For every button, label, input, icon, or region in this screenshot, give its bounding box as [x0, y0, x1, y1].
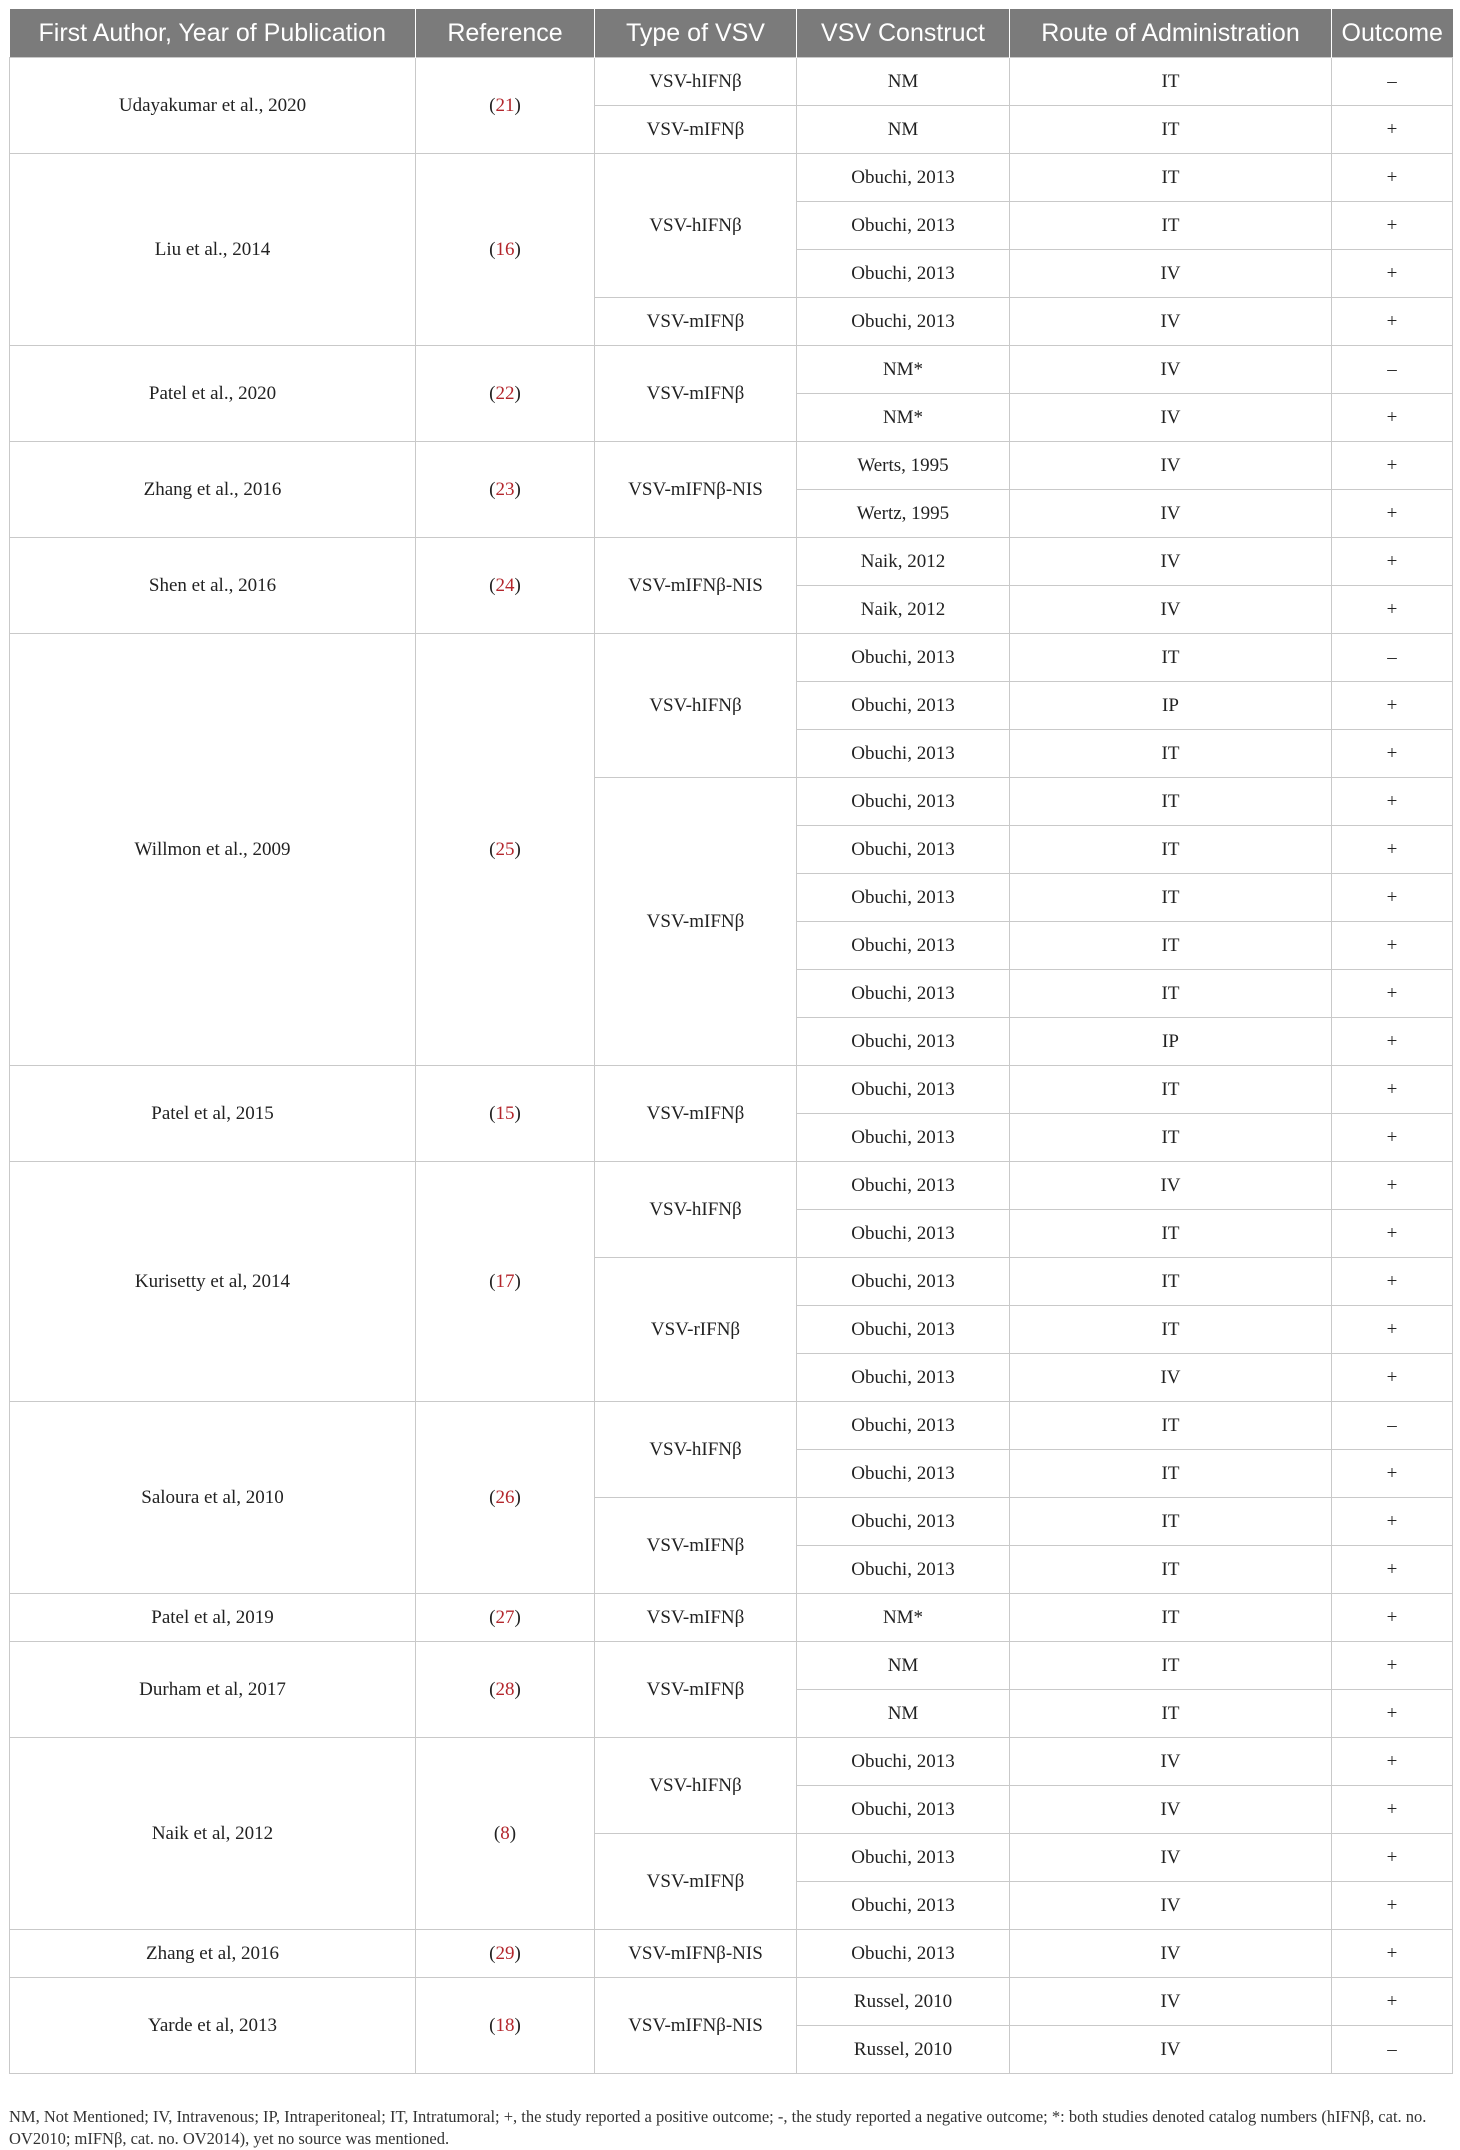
vsv-type-cell: VSV-hIFNβ: [595, 58, 797, 106]
reference-close-paren: ): [514, 1270, 521, 1292]
reference-cell: [416, 1162, 595, 1402]
author-cell: Liu et al., 2014: [10, 154, 416, 346]
reference-link[interactable]: 25: [495, 838, 515, 860]
vsv-type-cell: VSV-hIFNβ: [595, 1738, 797, 1834]
outcome-cell: +: [1332, 1834, 1453, 1882]
outcome-cell: +: [1332, 1162, 1453, 1210]
reference-cell: [416, 1978, 595, 2074]
vsv-construct-cell: Obuchi, 2013: [797, 1402, 1010, 1450]
studies-table-container: [9, 9, 1452, 2074]
outcome-cell: +: [1332, 250, 1453, 298]
outcome-cell: +: [1332, 154, 1453, 202]
reference-close-paren: ): [514, 1606, 521, 1628]
table-row: [10, 58, 1453, 106]
route-cell: IT: [1010, 778, 1332, 826]
vsv-construct-cell: Obuchi, 2013: [797, 874, 1010, 922]
reference-link[interactable]: 18: [495, 2014, 515, 2036]
reference-link[interactable]: 22: [495, 382, 515, 404]
reference-open-paren: (: [489, 94, 496, 116]
route-cell: IT: [1010, 1594, 1332, 1642]
route-cell: IT: [1010, 106, 1332, 154]
outcome-cell: +: [1332, 202, 1453, 250]
reference-link[interactable]: 21: [495, 94, 515, 116]
reference-close-paren: ): [514, 382, 521, 404]
vsv-type-cell: VSV-mIFNβ: [595, 1498, 797, 1594]
route-cell: IV: [1010, 250, 1332, 298]
vsv-type-cell: VSV-mIFNβ-NIS: [595, 1978, 797, 2074]
vsv-construct-cell: NM: [797, 1642, 1010, 1690]
route-cell: IV: [1010, 1978, 1332, 2026]
route-cell: IT: [1010, 970, 1332, 1018]
outcome-cell: +: [1332, 1546, 1453, 1594]
vsv-construct-cell: Obuchi, 2013: [797, 1834, 1010, 1882]
vsv-type-cell: VSV-mIFNβ: [595, 1066, 797, 1162]
route-cell: IV: [1010, 2026, 1332, 2074]
route-cell: IT: [1010, 922, 1332, 970]
route-cell: IT: [1010, 1210, 1332, 1258]
outcome-cell: +: [1332, 1882, 1453, 1930]
outcome-cell: +: [1332, 682, 1453, 730]
outcome-cell: +: [1332, 490, 1453, 538]
reference-close-paren: ): [514, 1486, 521, 1508]
vsv-construct-cell: Obuchi, 2013: [797, 202, 1010, 250]
route-cell: IT: [1010, 202, 1332, 250]
outcome-cell: +: [1332, 1978, 1453, 2026]
reference-link[interactable]: 16: [495, 238, 515, 260]
reference-cell: [416, 634, 595, 1066]
vsv-construct-cell: Obuchi, 2013: [797, 1450, 1010, 1498]
route-cell: IV: [1010, 298, 1332, 346]
reference-link[interactable]: 28: [495, 1678, 515, 1700]
route-cell: IV: [1010, 1162, 1332, 1210]
vsv-construct-cell: Russel, 2010: [797, 2026, 1010, 2074]
vsv-construct-cell: Obuchi, 2013: [797, 1354, 1010, 1402]
route-cell: IV: [1010, 586, 1332, 634]
reference-open-paren: (: [489, 1942, 496, 1964]
reference-cell: [416, 154, 595, 346]
outcome-cell: +: [1332, 1786, 1453, 1834]
vsv-construct-cell: NM*: [797, 346, 1010, 394]
reference-open-paren: (: [489, 238, 496, 260]
reference-cell: [416, 538, 595, 634]
outcome-cell: +: [1332, 874, 1453, 922]
vsv-type-cell: VSV-hIFNβ: [595, 1402, 797, 1498]
table-body: [10, 58, 1453, 2074]
route-cell: IT: [1010, 1498, 1332, 1546]
vsv-type-cell: VSV-hIFNβ: [595, 154, 797, 298]
reference-link[interactable]: 29: [495, 1942, 515, 1964]
studies-table: [9, 9, 1453, 2074]
vsv-type-cell: VSV-rIFNβ: [595, 1258, 797, 1402]
outcome-cell: +: [1332, 730, 1453, 778]
outcome-cell: –: [1332, 2026, 1453, 2074]
route-cell: IT: [1010, 1642, 1332, 1690]
vsv-construct-cell: Obuchi, 2013: [797, 154, 1010, 202]
table-row: [10, 346, 1453, 394]
route-cell: IT: [1010, 154, 1332, 202]
outcome-cell: +: [1332, 826, 1453, 874]
reference-open-paren: (: [489, 1486, 496, 1508]
route-cell: IT: [1010, 1402, 1332, 1450]
route-cell: IT: [1010, 1546, 1332, 1594]
route-cell: IT: [1010, 826, 1332, 874]
route-cell: IV: [1010, 1834, 1332, 1882]
route-cell: IT: [1010, 1306, 1332, 1354]
table-row: [10, 154, 1453, 202]
outcome-cell: +: [1332, 1642, 1453, 1690]
reference-close-paren: ): [514, 238, 521, 260]
reference-close-paren: ): [514, 1678, 521, 1700]
table-row: [10, 1594, 1453, 1642]
header-type-of-vsv: Type of VSV: [595, 9, 797, 58]
reference-cell: [416, 346, 595, 442]
outcome-cell: +: [1332, 1210, 1453, 1258]
vsv-construct-cell: Obuchi, 2013: [797, 1162, 1010, 1210]
vsv-construct-cell: Obuchi, 2013: [797, 922, 1010, 970]
vsv-type-cell: VSV-mIFNβ: [595, 106, 797, 154]
reference-open-paren: (: [489, 2014, 496, 2036]
route-cell: IT: [1010, 634, 1332, 682]
vsv-construct-cell: NM: [797, 58, 1010, 106]
outcome-cell: +: [1332, 970, 1453, 1018]
vsv-construct-cell: Russel, 2010: [797, 1978, 1010, 2026]
reference-open-paren: (: [489, 478, 496, 500]
vsv-construct-cell: Obuchi, 2013: [797, 826, 1010, 874]
vsv-construct-cell: Wertz, 1995: [797, 490, 1010, 538]
outcome-cell: +: [1332, 1018, 1453, 1066]
vsv-construct-cell: Obuchi, 2013: [797, 250, 1010, 298]
header-vsv-construct: VSV Construct: [797, 9, 1010, 58]
author-cell: Patel et al, 2015: [10, 1066, 416, 1162]
author-cell: Udayakumar et al., 2020: [10, 58, 416, 154]
header-outcome: Outcome: [1332, 9, 1453, 58]
route-cell: IP: [1010, 682, 1332, 730]
vsv-construct-cell: Obuchi, 2013: [797, 298, 1010, 346]
outcome-cell: +: [1332, 922, 1453, 970]
reference-open-paren: (: [489, 838, 496, 860]
table-row: [10, 538, 1453, 586]
route-cell: IT: [1010, 874, 1332, 922]
reference-close-paren: ): [514, 478, 521, 500]
outcome-cell: +: [1332, 1258, 1453, 1306]
vsv-construct-cell: Obuchi, 2013: [797, 1930, 1010, 1978]
vsv-construct-cell: Obuchi, 2013: [797, 1738, 1010, 1786]
table-row: [10, 1066, 1453, 1114]
vsv-construct-cell: Obuchi, 2013: [797, 1882, 1010, 1930]
vsv-construct-cell: Obuchi, 2013: [797, 1258, 1010, 1306]
vsv-construct-cell: Werts, 1995: [797, 442, 1010, 490]
reference-close-paren: ): [514, 2014, 521, 2036]
route-cell: IT: [1010, 1114, 1332, 1162]
outcome-cell: –: [1332, 346, 1453, 394]
reference-close-paren: ): [514, 94, 521, 116]
vsv-type-cell: VSV-hIFNβ: [595, 634, 797, 778]
route-cell: IV: [1010, 1354, 1332, 1402]
outcome-cell: +: [1332, 538, 1453, 586]
reference-cell: [416, 1930, 595, 1978]
vsv-type-cell: VSV-mIFNβ: [595, 1834, 797, 1930]
outcome-cell: +: [1332, 1354, 1453, 1402]
reference-link[interactable]: 17: [495, 1270, 515, 1292]
route-cell: IV: [1010, 442, 1332, 490]
reference-link[interactable]: 24: [495, 574, 515, 596]
reference-cell: [416, 442, 595, 538]
table-header: [10, 9, 1453, 58]
table-row: [10, 1978, 1453, 2026]
outcome-cell: +: [1332, 1114, 1453, 1162]
vsv-construct-cell: NM*: [797, 1594, 1010, 1642]
author-cell: Durham et al, 2017: [10, 1642, 416, 1738]
vsv-construct-cell: Obuchi, 2013: [797, 1786, 1010, 1834]
author-cell: Saloura et al, 2010: [10, 1402, 416, 1594]
route-cell: IT: [1010, 1066, 1332, 1114]
outcome-cell: +: [1332, 1066, 1453, 1114]
author-cell: Kurisetty et al, 2014: [10, 1162, 416, 1402]
vsv-construct-cell: Obuchi, 2013: [797, 1114, 1010, 1162]
vsv-construct-cell: Naik, 2012: [797, 538, 1010, 586]
vsv-construct-cell: NM: [797, 1690, 1010, 1738]
outcome-cell: +: [1332, 106, 1453, 154]
reference-open-paren: (: [489, 1678, 496, 1700]
route-cell: IV: [1010, 394, 1332, 442]
table-row: [10, 442, 1453, 490]
route-cell: IV: [1010, 1786, 1332, 1834]
outcome-cell: –: [1332, 1402, 1453, 1450]
table-footnote: NM, Not Mentioned; IV, Intravenous; IP, Intraperitoneal; IT, Intratumoral; +, the study reported a positive outcome; -, the study reported a negative outcome; *: both studies denoted catalog numbers (hIFNβ, cat. no. OV2010; mIFNβ, cat. no. OV2014), yet no source was mentioned.: [9, 2107, 1427, 2148]
vsv-construct-cell: Obuchi, 2013: [797, 1018, 1010, 1066]
vsv-type-cell: VSV-mIFNβ-NIS: [595, 442, 797, 538]
author-cell: Zhang et al, 2016: [10, 1930, 416, 1978]
reference-cell: [416, 1594, 595, 1642]
reference-cell: [416, 1402, 595, 1594]
outcome-cell: +: [1332, 442, 1453, 490]
route-cell: IV: [1010, 490, 1332, 538]
vsv-construct-cell: Obuchi, 2013: [797, 1066, 1010, 1114]
vsv-construct-cell: Obuchi, 2013: [797, 730, 1010, 778]
reference-link[interactable]: 26: [495, 1486, 515, 1508]
vsv-construct-cell: Obuchi, 2013: [797, 1306, 1010, 1354]
route-cell: IV: [1010, 1738, 1332, 1786]
vsv-construct-cell: Obuchi, 2013: [797, 1498, 1010, 1546]
header-row: [10, 9, 1453, 58]
route-cell: IT: [1010, 730, 1332, 778]
reference-open-paren: (: [493, 1822, 501, 1844]
reference-close-paren: ): [514, 838, 521, 860]
vsv-type-cell: VSV-mIFNβ-NIS: [595, 538, 797, 634]
table-row: [10, 1738, 1453, 1786]
route-cell: IT: [1010, 1690, 1332, 1738]
outcome-cell: +: [1332, 1450, 1453, 1498]
author-cell: Patel et al, 2019: [10, 1594, 416, 1642]
author-cell: Patel et al., 2020: [10, 346, 416, 442]
vsv-construct-cell: Obuchi, 2013: [797, 1546, 1010, 1594]
vsv-type-cell: VSV-hIFNβ: [595, 1162, 797, 1258]
route-cell: IT: [1010, 1258, 1332, 1306]
reference-close-paren: ): [514, 574, 521, 596]
outcome-cell: –: [1332, 634, 1453, 682]
author-cell: Shen et al., 2016: [10, 538, 416, 634]
author-cell: Naik et al, 2012: [10, 1738, 416, 1930]
reference-open-paren: (: [489, 1102, 496, 1124]
reference-close-paren: ): [514, 1102, 521, 1124]
header-reference: Reference: [416, 9, 595, 58]
author-cell: Willmon et al., 2009: [10, 634, 416, 1066]
route-cell: IT: [1010, 1450, 1332, 1498]
vsv-construct-cell: Obuchi, 2013: [797, 682, 1010, 730]
header-first-author: First Author, Year of Publication: [10, 9, 416, 58]
route-cell: IP: [1010, 1018, 1332, 1066]
reference-cell: [416, 1066, 595, 1162]
outcome-cell: +: [1332, 1594, 1453, 1642]
outcome-cell: +: [1332, 1930, 1453, 1978]
reference-link[interactable]: 23: [495, 478, 515, 500]
outcome-cell: –: [1332, 58, 1453, 106]
author-cell: Yarde et al, 2013: [10, 1978, 416, 2074]
outcome-cell: +: [1332, 1498, 1453, 1546]
reference-link[interactable]: 8: [500, 1822, 510, 1844]
table-row: [10, 1162, 1453, 1210]
route-cell: IT: [1010, 58, 1332, 106]
route-cell: IV: [1010, 1930, 1332, 1978]
header-route: Route of Administration: [1010, 9, 1332, 58]
reference-close-paren: ): [514, 1942, 521, 1964]
vsv-construct-cell: NM: [797, 106, 1010, 154]
vsv-construct-cell: NM*: [797, 394, 1010, 442]
vsv-construct-cell: Obuchi, 2013: [797, 970, 1010, 1018]
reference-cell: [416, 58, 595, 154]
vsv-construct-cell: Obuchi, 2013: [797, 634, 1010, 682]
reference-link[interactable]: 27: [495, 1606, 515, 1628]
route-cell: IV: [1010, 538, 1332, 586]
vsv-construct-cell: Obuchi, 2013: [797, 1210, 1010, 1258]
table-row: [10, 634, 1453, 682]
reference-cell: [416, 1642, 595, 1738]
author-cell: Zhang et al., 2016: [10, 442, 416, 538]
vsv-construct-cell: Naik, 2012: [797, 586, 1010, 634]
outcome-cell: +: [1332, 394, 1453, 442]
table-row: [10, 1930, 1453, 1978]
vsv-type-cell: VSV-mIFNβ: [595, 1594, 797, 1642]
reference-open-paren: (: [489, 1606, 496, 1628]
vsv-type-cell: VSV-mIFNβ: [595, 346, 797, 442]
vsv-type-cell: VSV-mIFNβ: [595, 778, 797, 1066]
outcome-cell: +: [1332, 586, 1453, 634]
table-row: [10, 1642, 1453, 1690]
outcome-cell: +: [1332, 298, 1453, 346]
vsv-construct-cell: Obuchi, 2013: [797, 778, 1010, 826]
vsv-type-cell: VSV-mIFNβ: [595, 298, 797, 346]
reference-open-paren: (: [489, 574, 496, 596]
outcome-cell: +: [1332, 1738, 1453, 1786]
reference-cell: [416, 1738, 595, 1930]
reference-close-paren: ): [509, 1822, 517, 1844]
route-cell: IV: [1010, 346, 1332, 394]
reference-open-paren: (: [489, 382, 496, 404]
outcome-cell: +: [1332, 1690, 1453, 1738]
table-row: [10, 1402, 1453, 1450]
vsv-type-cell: VSV-mIFNβ: [595, 1642, 797, 1738]
reference-link[interactable]: 15: [495, 1102, 515, 1124]
vsv-type-cell: VSV-mIFNβ-NIS: [595, 1930, 797, 1978]
route-cell: IV: [1010, 1882, 1332, 1930]
outcome-cell: +: [1332, 1306, 1453, 1354]
outcome-cell: +: [1332, 778, 1453, 826]
reference-open-paren: (: [489, 1270, 496, 1292]
